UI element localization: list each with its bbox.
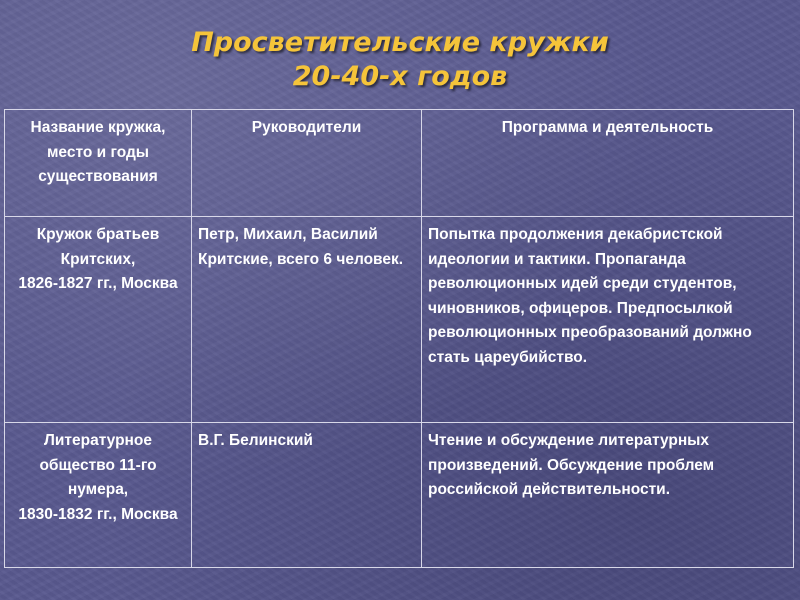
circle-years-place: 1826-1827 гг., Москва <box>18 275 178 292</box>
slide-title <box>0 26 800 94</box>
circle-years-place: 1830-1832 гг., Москва <box>18 505 178 523</box>
leaders-cell: В.Г. Белинский <box>192 423 422 568</box>
program-cell: Попытка продолжения декабристской идеологии и тактики. Пропаганда революционных идей среди студентов, чиновников, офицеров. Предпосылкой революционных преобразований должно стать цареубийство. <box>422 217 794 423</box>
circle-name-cell <box>5 217 192 423</box>
program-cell: Чтение и обсуждение литературных произведений. Обсуждение проблем российской действительности. <box>422 423 794 568</box>
table-header-row <box>5 110 794 217</box>
header-name-place-years: Название кружка, место и годы существования <box>5 110 192 217</box>
circles-table <box>4 109 794 568</box>
table-row <box>5 217 794 423</box>
circle-name-cell <box>5 423 192 568</box>
table-row <box>5 423 794 568</box>
circle-name: Литературное общество 11-го нумера, <box>39 432 157 498</box>
slide-title-line-1: Просветительские кружки <box>191 27 609 58</box>
leaders-cell: Петр, Михаил, Василий Критские, всего 6 человек. <box>192 217 422 423</box>
header-leaders: Руководители <box>192 110 422 217</box>
circle-name: Кружок братьев Критских, <box>36 226 160 268</box>
header-program: Программа и деятельность <box>422 110 794 217</box>
slide-title-line-2: 20-40-х годов <box>292 61 508 92</box>
